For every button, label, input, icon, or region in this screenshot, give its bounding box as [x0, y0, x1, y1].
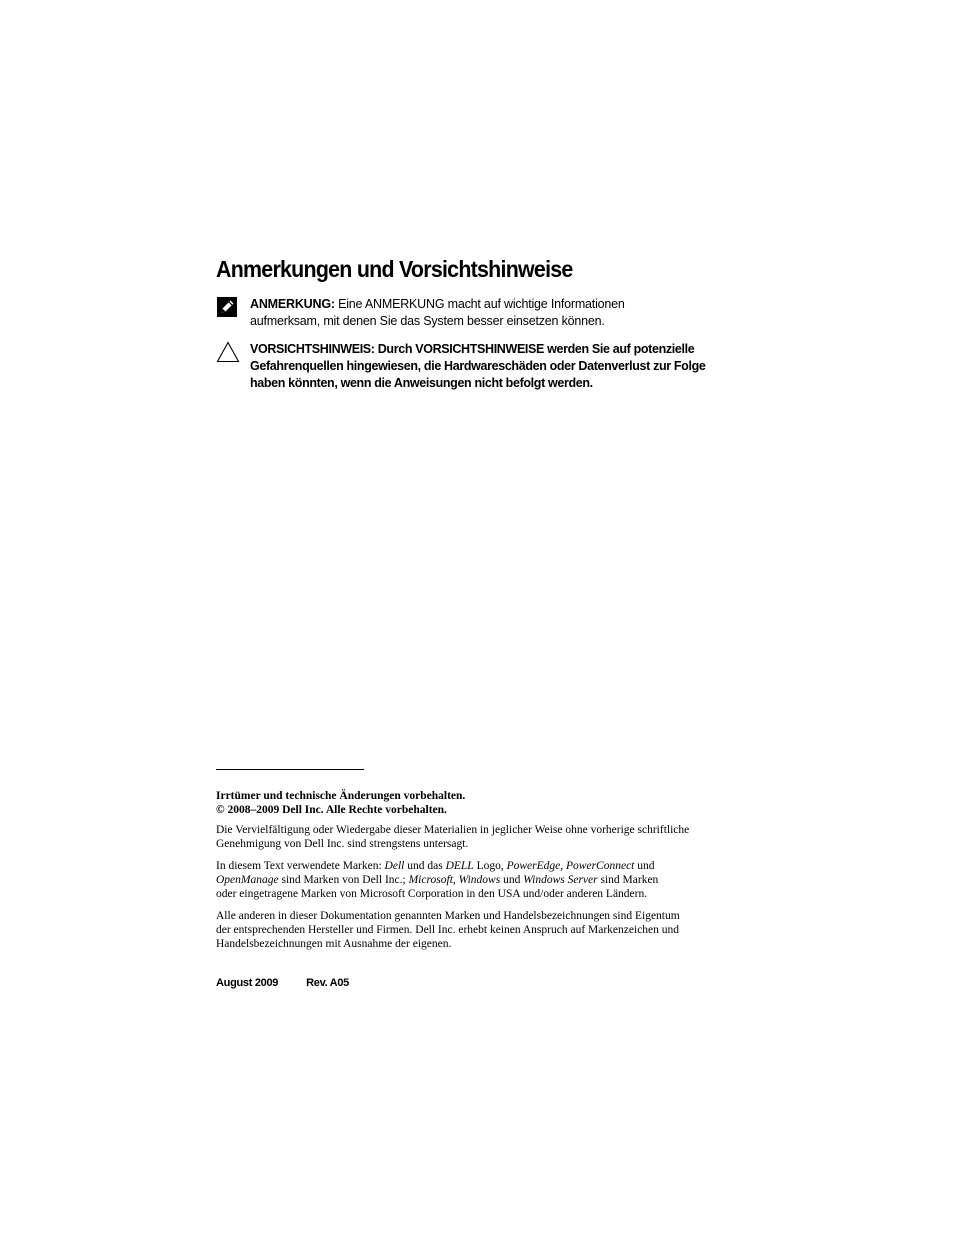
caution-text-line1: Durch VORSICHTSHINWEISE werden Sie auf potenzielle — [377, 342, 695, 356]
trademark-windows-server: Windows Server — [523, 874, 598, 886]
other-trademarks-line1: Alle anderen in dieser Dokumentation genannten Marken und Handelsbezeichnungen sind Eigentum — [216, 910, 680, 922]
trademark-text: oder eingetragene Marken von Microsoft Corporation in den USA und/oder anderen Ländern. — [216, 888, 648, 900]
errata-notice — [216, 789, 726, 817]
trademark-microsoft: Microsoft — [408, 874, 453, 886]
trademark-powerconnect: PowerConnect — [566, 860, 635, 872]
trademark-windows: Windows — [458, 874, 501, 886]
trademark-text: sind Marken von Dell Inc.; — [278, 874, 409, 886]
trademark-text: In diesem Text verwendete Marken: — [216, 860, 385, 872]
trademark-poweredge: PowerEdge — [506, 860, 561, 872]
caution-triangle-icon — [216, 341, 240, 368]
note-label: ANMERKUNG: — [250, 297, 335, 311]
reproduction-line1: Die Vervielfältigung oder Wiedergabe dieser Materialien in jeglicher Weise ohne vorherige schriftliche — [216, 824, 690, 836]
other-trademarks-line3: Handelsbezeichnungen mit Ausnahme der eigenen. — [216, 938, 452, 950]
revision-label: Rev. A05 — [306, 977, 349, 989]
trademark-text: , — [452, 874, 459, 886]
note-text-line2: aufmerksam, mit denen Sie das System besser einsetzen können. — [250, 314, 605, 328]
errata-line1: Irrtümer und technische Änderungen vorbehalten. — [216, 790, 466, 802]
publication-info — [216, 977, 349, 989]
note-text-line1: Eine ANMERKUNG macht auf wichtige Informationen — [338, 297, 625, 311]
caution-text-line2: Gefahrenquellen hingewiesen, die Hardwareschäden oder Datenverlust zur Folge — [250, 359, 706, 373]
trademark-dell: Dell — [384, 860, 405, 872]
reproduction-notice — [216, 823, 726, 851]
page-title: Anmerkungen und Vorsichtshinweise — [216, 256, 573, 282]
trademark-text: sind Marken — [597, 874, 659, 886]
copyright-line: © 2008–2009 Dell Inc. Alle Rechte vorbehalten. — [216, 804, 447, 816]
trademark-text: und — [500, 874, 524, 886]
trademark-text: und das — [404, 860, 446, 872]
trademarks-notice — [216, 859, 726, 901]
caution-text-line3: haben könnten, wenn die Anweisungen nicht befolgt werden. — [250, 376, 593, 390]
publication-date: August 2009 — [216, 977, 279, 989]
other-trademarks-notice — [216, 909, 726, 951]
trademark-text: Logo, — [473, 860, 507, 872]
trademark-openmanage: OpenManage — [216, 874, 279, 886]
trademark-dell-logo: DELL — [445, 860, 474, 872]
trademark-text: und — [634, 860, 655, 872]
reproduction-line2: Genehmigung von Dell Inc. sind strengstens untersagt. — [216, 838, 469, 850]
footnote-divider — [216, 769, 364, 770]
other-trademarks-line2: der entsprechenden Hersteller und Firmen. Dell Inc. erhebt keinen Anspruch auf Markenzeichen und — [216, 924, 680, 936]
caution-label: VORSICHTSHINWEIS: — [250, 342, 375, 356]
pencil-note-icon — [216, 296, 238, 323]
trademark-text: , — [560, 860, 567, 872]
